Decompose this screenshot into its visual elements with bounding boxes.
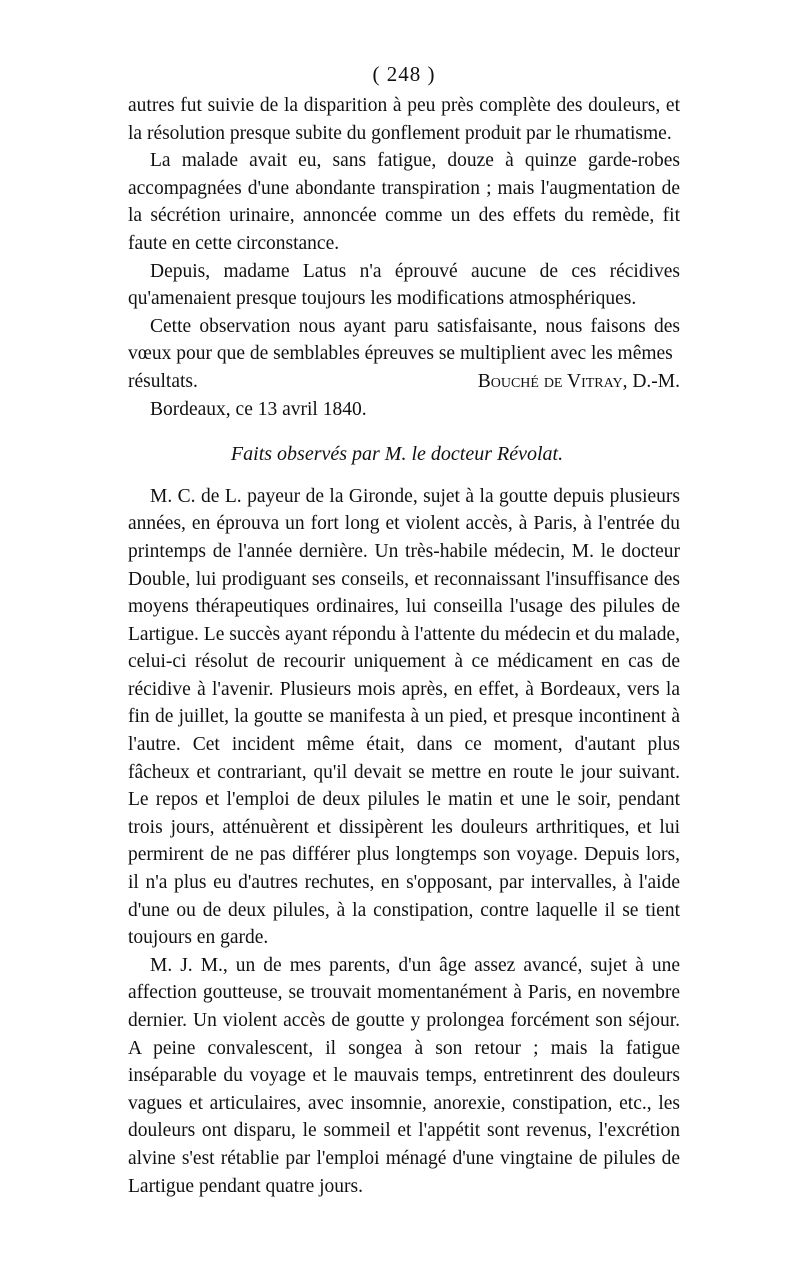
page-number: ( 248 ) xyxy=(372,62,436,86)
section-heading: Faits observés par M. le docteur Révolat. xyxy=(230,443,564,466)
paragraph-recidives: Depuis, madame Latus n'a éprouvé aucune de ces récidives qu'amenaient presque toujours les modifications atmosphériques. xyxy=(128,260,680,310)
date-line: Bordeaux, ce 13 avril 1840. xyxy=(150,398,367,420)
paragraph-case-two: M. J. M., un de mes parents, d'un âge assez avancé, sujet à une affection goutteuse, se trouvait momentanément à Paris, en novembre dernier. Un violent accès de goutte y prolongea forcément son séjour. A peine convalescent, il songea à son retour ; mais la fatigue inséparable du voyage et le mauvais temps, entretinrent des douleurs vagues et articulaires, avec insomnie, anorexie, constipation, etc., les douleurs ont disparu, le sommeil et l'appétit sont revenus, l'excrétion alvine s'est rétablie par l'emploi ménagé d'une vingtaine de pilules de Lartigue pendant quatre jours. xyxy=(128,954,680,1197)
book-page xyxy=(128,60,680,1200)
paragraph-case-one: M. C. de L. payeur de la Gironde, sujet à la goutte depuis plusieurs années, en éprouva un fort long et violent accès, à Paris, à l'entrée du printemps de l'année dernière. Un très-habile médecin, M. le docteur Double, lui prodiguant ses conseils, et reconnaissant l'insuffisance des moyens thérapeutiques ordinaires, lui conseilla l'usage des pilules de Lartigue. Le succès ayant répondu à l'attente du médecin et du malade, celui-ci résolut de recourir uniquement à ce médicament en cas de récidive à l'avenir. Plusieurs mois après, en effet, à Bordeaux, vers la fin de juillet, la goutte se manifesta à un pied, et presque incontinent à l'autre. Cet incident même était, dans ce moment, d'autant plus fâcheux et contrariant, qu'il devait se mettre en route le jour suivant. Le repos et l'emploi de deux pilules le matin et une le soir, pendant trois jours, atténuèrent et dissipèrent les douleurs arthritiques, et lui permirent de ne pas différer plus longtemps son voyage. Depuis lors, il n'a plus eu d'autres rechutes, en s'opposant, par intervalles, à l'aide d'une ou de deux pilules, à la constipation, contre laquelle il se tient toujours en garde. xyxy=(128,485,680,949)
author-signature: Bouché de Vitray, D.-M. xyxy=(477,370,680,392)
paragraph-observation: Cette observation nous ayant paru satisfaisante, nous faisons des vœux pour que de semblables épreuves se multiplient avec les mêmes xyxy=(128,315,680,365)
closing-word: résultats. xyxy=(128,370,198,392)
paragraph-transpiration: La malade avait eu, sans fatigue, douze à quinze garde-robes accompagnées d'une abondante transpiration ; mais l'augmentation de la sécrétion urinaire, annoncée comme un des effets du remède, fit faute en cette circonstance. xyxy=(128,150,680,254)
signature-line xyxy=(128,368,680,396)
paragraph-continuation: autres fut suivie de la disparition à peu près complète des douleurs, et la résolution presque subite du gonflement produit par le rhumatisme. xyxy=(128,95,680,144)
